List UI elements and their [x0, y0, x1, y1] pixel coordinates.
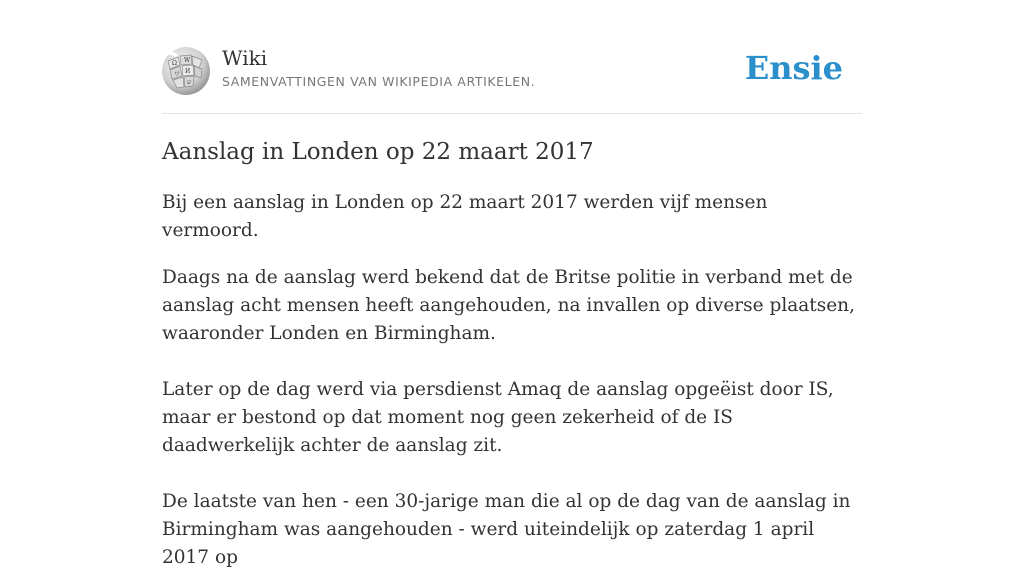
svg-text:Ω: Ω [172, 60, 177, 67]
article-paragraph: Daags na de aanslag werd bekend dat de Britse politie in verband met de aanslag acht mensen heeft aangehouden, na invallen op diverse plaatsen, waaronder Londen en Birmingham. [162, 267, 855, 344]
paragraph-spacer [162, 348, 862, 376]
article-paragraph: De laatste van hen - een 30-jarige man die al op de dag van de aanslag in Birmingham was aangehouden - werd uiteindelijk op zaterdag 1 april 2017 op [162, 491, 851, 568]
ensie-logo-link[interactable]: Ensie [744, 49, 843, 87]
wikipedia-globe-icon[interactable] [162, 47, 210, 95]
article-paragraph: Later op de dag werd via persdienst Amaq de aanslag opgeëist door IS, maar er bestond op dat moment nog geen zekerheid of de IS daadwerkelijk achter de aanslag zit. [162, 379, 834, 456]
svg-text:И: И [185, 68, 191, 75]
article-lead: Bij een aanslag in Londen op 22 maart 2017 werden vijf mensen vermoord. [162, 192, 768, 241]
article-title: Aanslag in Londen op 22 maart 2017 [162, 139, 594, 165]
paragraph-spacer [162, 460, 862, 488]
article-body [162, 189, 862, 572]
svg-text:W: W [184, 57, 191, 64]
main-content [162, 0, 862, 568]
site-title-link[interactable]: Wiki [222, 46, 268, 70]
svg-text:ש: ש [187, 79, 192, 86]
site-subtitle: SAMENVATTINGEN VAN WIKIPEDIA ARTIKELEN. [222, 74, 536, 89]
svg-text:ワ: ワ [174, 71, 181, 78]
site-header [162, 0, 862, 114]
